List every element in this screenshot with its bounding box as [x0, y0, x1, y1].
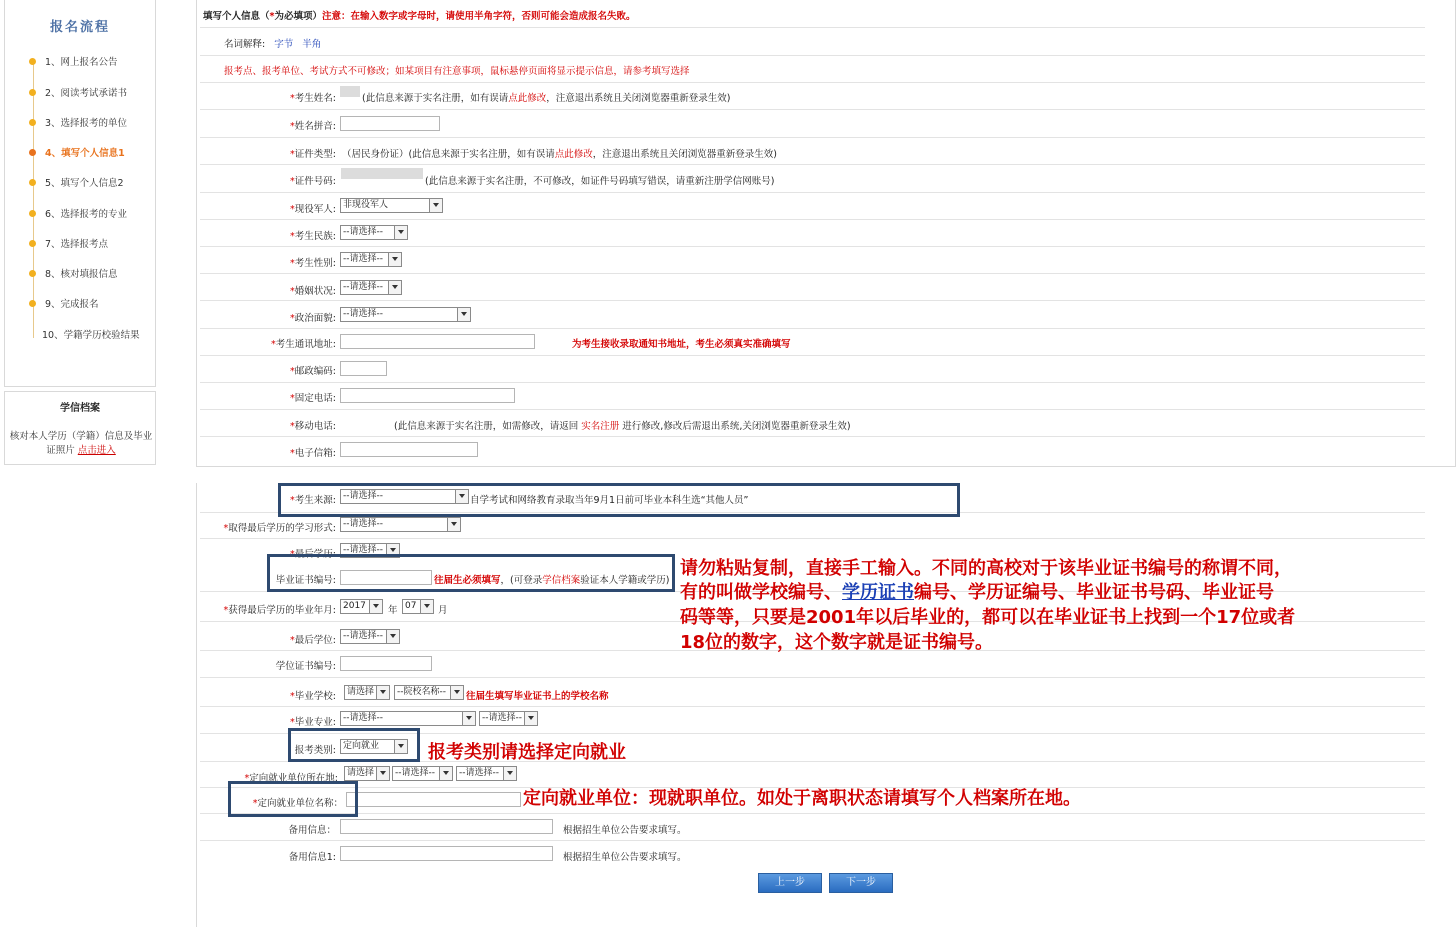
postcode-input[interactable] [340, 361, 387, 376]
id-type-label: *证件类型: [290, 149, 336, 160]
form-header: 填写个人信息（*为必填项）注意：在输入数字或字母时，请使用半角字符，否则可能会造成报名失败。 [203, 11, 636, 22]
chevron-down-icon [447, 518, 460, 531]
school-label: *毕业学校: [290, 691, 336, 702]
month-unit: 月 [438, 605, 448, 616]
step-dot-icon [29, 149, 36, 156]
annotation-cert-line-1: 请勿粘贴复制，直接手工输入。不同的高校对于该毕业证书编号的称谓不同， [680, 558, 1292, 579]
id-type-value: （居民身份证）(此信息来源于实名注册，如有误请点此修改，注意退出系统且关闭浏览器重新登录生效) [342, 149, 777, 160]
xuexin-panel [4, 391, 156, 465]
highlight-box-source [278, 483, 960, 517]
sidebar-step-3[interactable]: 3、选择报考的单位 [29, 117, 127, 131]
political-label: *政治面貌: [290, 313, 336, 324]
step-dot-icon [29, 210, 36, 217]
backup-info-note: 根据招生单位公告要求填写。 [563, 825, 687, 836]
modify-warning: 报考点、报考单位、考试方式不可修改；如某项目有注意事项，鼠标悬停页面将显示提示信息，请参考填写选择 [224, 66, 690, 77]
sidebar [4, 0, 156, 387]
source-note: 自学考试和网络教育录取当年9月1日前可毕业本科生选“其他人员” [470, 495, 749, 506]
cert-no-label: 毕业证书编号: [275, 575, 336, 586]
annotation-ding-name: 定向就业单位：现就职单位。如处于离职状态请填写个人档案所在地。 [523, 788, 1081, 809]
id-type-modify-link[interactable]: 点此修改 [554, 149, 593, 160]
degree-cert-label: 学位证书编号: [275, 661, 336, 672]
step-dot-icon [29, 89, 36, 96]
chevron-down-icon [503, 767, 516, 780]
name-value-redacted [340, 86, 360, 97]
id-number-redacted [341, 168, 423, 179]
address-input[interactable] [340, 334, 535, 349]
sidebar-step-5[interactable]: 5、填写个人信息2 [29, 177, 124, 191]
chevron-down-icon [369, 600, 382, 613]
next-step-button[interactable]: 下一步 [829, 873, 893, 893]
sidebar-step-2[interactable]: 2、阅读考试承诺书 [29, 87, 127, 101]
major-select-1[interactable]: --请选择-- [340, 711, 476, 726]
xueli-cert-link[interactable]: 学历证书 [842, 582, 914, 603]
chevron-down-icon [386, 630, 399, 643]
name-label: *考生姓名: [290, 93, 336, 104]
marital-label: *婚姻状况: [290, 286, 336, 297]
year-unit: 年 [388, 605, 398, 616]
chevron-down-icon [388, 281, 401, 294]
sidebar-step-6[interactable]: 6、选择报考的专业 [29, 208, 127, 222]
last-degree2-select[interactable]: --请选择-- [340, 629, 400, 644]
glossary-link-halfwidth[interactable]: 半角 [302, 39, 322, 50]
pinyin-label: *姓名拼音: [290, 121, 336, 132]
id-number-note: (此信息来源于实名注册，不可修改，如证件号码填写错误，请重新注册学信网账号) [425, 176, 775, 187]
backup-info-input[interactable] [340, 819, 553, 834]
backup-info-label: 备用信息： [288, 825, 336, 836]
degree-cert-input[interactable] [340, 656, 432, 671]
chevron-down-icon [376, 767, 389, 780]
school-name-select[interactable]: --院校名称-- [394, 685, 464, 700]
marital-select[interactable]: --请选择-- [340, 280, 402, 295]
backup-info1-note: 根据招生单位公告要求填写。 [563, 852, 687, 863]
gender-select[interactable]: --请选择-- [340, 252, 402, 267]
sidebar-step-9[interactable]: 9、完成报名 [29, 298, 99, 312]
soldier-label: *现役军人: [290, 204, 336, 215]
highlight-box-cert-no [267, 554, 675, 592]
address-label: *考生通讯地址: [271, 339, 336, 350]
name-note: (此信息来源于实名注册，如有误请点此修改，注意退出系统且关闭浏览器重新登录生效) [362, 93, 731, 104]
mobile-label: *移动电话: [290, 421, 336, 432]
highlight-box-category [288, 728, 420, 762]
chevron-down-icon [450, 686, 463, 699]
grad-year-select[interactable]: 2017 [340, 599, 383, 614]
ding-location-select-2[interactable]: --请选择-- [392, 766, 453, 781]
chevron-down-icon [429, 199, 442, 212]
major-label: *毕业专业: [290, 717, 336, 728]
chevron-down-icon [524, 712, 537, 725]
xuexin-verify-link[interactable]: 学信档案 [542, 575, 581, 586]
annotation-cert-line-4: 18位的数字，这个数字就是证书编号。 [680, 632, 994, 653]
backup-info1-input[interactable] [340, 846, 553, 861]
step-dot-icon [29, 240, 36, 247]
email-label: *电子信箱: [290, 448, 336, 459]
annotation-cert-line-3: 码等等，只要是2001年以后毕业的，都可以在毕业证书上找到一个17位或者 [680, 607, 1296, 628]
annotation-cert-line-2: 有的叫做学校编号、学历证书编号、学历证编号、毕业证书号码、毕业证号 [680, 582, 1274, 603]
study-form-label: *取得最后学历的学习形式: [223, 523, 336, 534]
category-label: 报考类别: [294, 745, 336, 756]
chevron-down-icon [394, 226, 407, 239]
soldier-select[interactable]: 非现役军人 [340, 198, 443, 213]
sidebar-title: 报名流程 [49, 20, 110, 35]
highlight-box-ding-name [228, 781, 358, 817]
ding-name-input[interactable] [346, 792, 521, 807]
step-dot-icon [29, 179, 36, 186]
step-dot-icon [29, 270, 36, 277]
sidebar-step-4-active[interactable]: 4、填写个人信息1 [29, 147, 125, 161]
sidebar-step-7[interactable]: 7、选择报考点 [29, 238, 108, 252]
chevron-down-icon [439, 767, 452, 780]
chevron-down-icon [376, 686, 389, 699]
phone-input[interactable] [340, 388, 515, 403]
phone-label: *固定电话: [290, 393, 336, 404]
last-degree2-label: *最后学位: [290, 635, 336, 646]
half-width-notice: 注意：在输入数字或字母时，请使用半角字符，否则可能会造成报名失败。 [322, 11, 636, 22]
ding-location-select-3[interactable]: --请选择-- [456, 766, 517, 781]
real-name-register-link[interactable]: 实名注册 [581, 421, 620, 432]
id-number-label: *证件号码: [290, 176, 336, 187]
prev-step-button[interactable]: 上一步 [758, 873, 822, 893]
ding-location-select-1[interactable]: 请选择 [344, 766, 390, 781]
chevron-down-icon [462, 712, 475, 725]
xuexin-title: 学信档案 [60, 403, 100, 414]
ethnic-select[interactable]: --请选择-- [340, 225, 408, 240]
address-note: 为考生接收录取通知书地址，考生必须真实准确填写 [572, 339, 791, 350]
gender-label: *考生性别: [290, 258, 336, 269]
grad-month-select[interactable]: 07 [402, 599, 434, 614]
last-degree-select[interactable]: --请选择-- [340, 543, 400, 558]
category-select[interactable]: 定向就业 [340, 739, 408, 754]
sidebar-step-1[interactable]: 1、网上报名公告 [29, 56, 118, 70]
last-degree-label: *最后学历: [290, 549, 336, 560]
chevron-down-icon [457, 308, 470, 321]
political-select[interactable]: --请选择-- [340, 307, 471, 322]
ding-name-label: *定向就业单位名称： [252, 798, 343, 809]
glossary: 名词解释: 字节 半角 [224, 39, 322, 50]
chevron-down-icon [388, 253, 401, 266]
source-select[interactable]: --请选择-- [340, 489, 469, 504]
backup-info1-label: 备用信息1: [288, 852, 336, 863]
step-dot-icon [29, 300, 36, 307]
major-select-2[interactable]: --请选择-- [479, 711, 538, 726]
ethnic-label: *考生民族: [290, 231, 336, 242]
step-dot-icon [29, 119, 36, 126]
cert-no-note: 往届生必须填写，(可登录学信档案验证本人学籍或学历) [434, 575, 670, 586]
grad-date-label: *获得最后学历的毕业年月: [223, 605, 336, 616]
school-province-select[interactable]: 请选择 [344, 685, 390, 700]
study-form-select[interactable]: --请选择-- [340, 517, 461, 532]
name-modify-link[interactable]: 点此修改 [508, 93, 547, 104]
school-note: 往届生填写毕业证书上的学校名称 [466, 691, 609, 702]
ding-location-label: *定向就业单位所在地: [244, 773, 338, 784]
chevron-down-icon [420, 600, 433, 613]
pinyin-input[interactable] [340, 116, 440, 131]
source-label: *考生来源: [290, 495, 336, 506]
postcode-label: *邮政编码: [290, 366, 336, 377]
xuexin-enter-link[interactable]: 点击进入 [77, 445, 116, 456]
sidebar-step-10[interactable]: 10、学籍学历校验结果 [42, 330, 140, 341]
step-dot-icon [29, 58, 36, 65]
timeline-line [33, 60, 34, 338]
email-input[interactable] [340, 442, 478, 457]
annotation-category: 报考类别请选择定向就业 [428, 742, 626, 763]
mobile-note: (此信息来源于实名注册，如需修改，请返回 实名注册 进行修改,修改后需退出系统,关闭浏览器重新登录生效) [394, 421, 851, 432]
sidebar-step-8[interactable]: 8、核对填报信息 [29, 268, 118, 282]
glossary-link-byte[interactable]: 字节 [274, 39, 294, 50]
xuexin-description: 核对本人学历（学籍）信息及毕业证照片 点击进入 [9, 431, 153, 456]
